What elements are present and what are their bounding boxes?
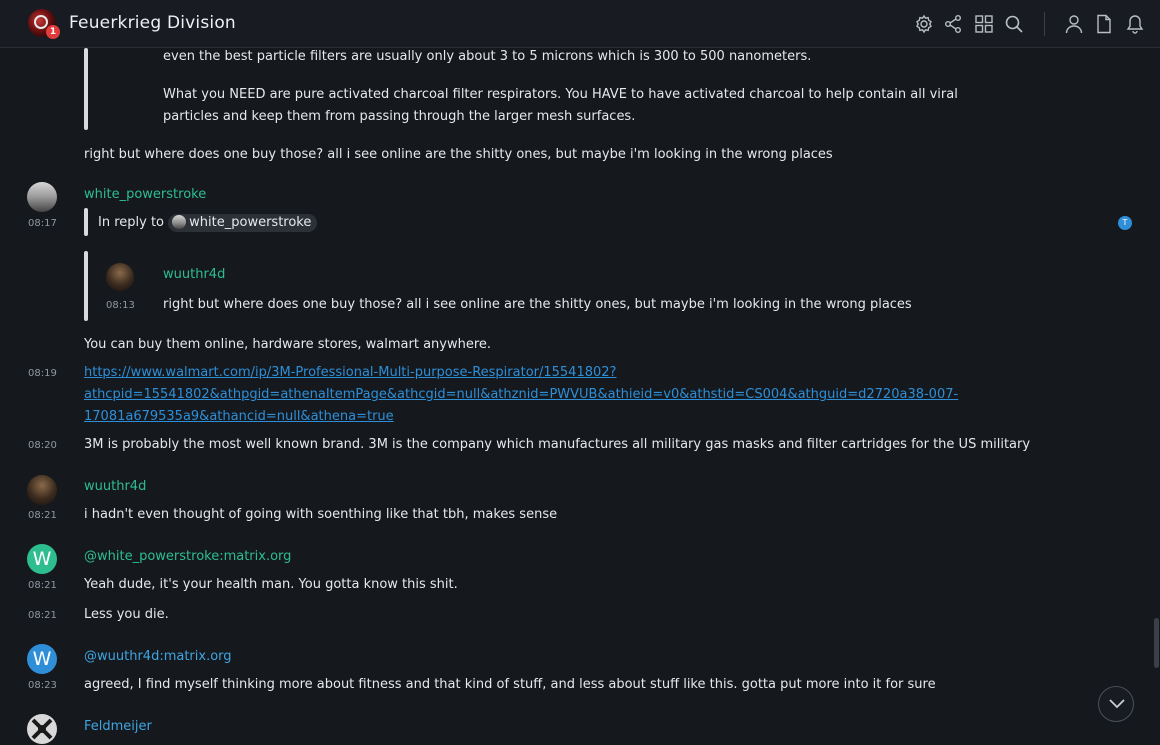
quote-text: right but where does one buy those? all i see online are the shitty ones, but maybe i'm looking in the wrong places xyxy=(163,297,912,312)
room-header xyxy=(0,0,1160,48)
avatar xyxy=(172,215,186,229)
quote-text: What you NEED are pure activated charcoal filter respirators. You HAVE to have activated charcoal to help contain all viral xyxy=(163,87,958,102)
files-icon[interactable] xyxy=(1094,14,1114,34)
quote-text: particles and keep them from passing through the larger mesh surfaces. xyxy=(163,109,636,124)
message-link[interactable]: 17081a679535a9&athancid=null&athena=true xyxy=(84,409,394,424)
message-text: You can buy them online, hardware stores, walmart anywhere. xyxy=(84,337,492,352)
sender-name[interactable]: wuuthr4d xyxy=(84,479,147,494)
read-receipt[interactable]: T xyxy=(1118,216,1132,230)
quote-bar xyxy=(84,251,88,321)
timestamp: 08:13 xyxy=(106,300,135,311)
avatar[interactable] xyxy=(27,714,57,744)
avatar[interactable]: W xyxy=(27,644,57,674)
sender-name[interactable]: Feldmeijer xyxy=(84,719,152,734)
message-text: right but where does one buy those? all i see online are the shitty ones, but maybe i'm looking in the wrong places xyxy=(84,147,833,162)
reply-header xyxy=(98,214,317,232)
chevron-down-icon xyxy=(1108,697,1126,711)
message-link[interactable]: https://www.walmart.com/ip/3M-Professional-Multi-purpose-Respirator/15541802? xyxy=(84,365,617,380)
message-text: i hadn't even thought of going with soenthing like that tbh, makes sense xyxy=(84,507,558,522)
room-avatar-ring xyxy=(34,15,48,29)
timestamp: 08:21 xyxy=(28,510,57,521)
timestamp: 08:17 xyxy=(28,218,57,229)
avatar[interactable] xyxy=(106,263,134,291)
timestamp: 08:23 xyxy=(28,680,57,691)
timestamp: 08:19 xyxy=(28,368,57,379)
jump-to-bottom-button[interactable] xyxy=(1098,686,1134,722)
in-reply-to-label: In reply to xyxy=(98,215,165,230)
message-text: agreed, I find myself thinking more about fitness and that kind of stuff, and less about stuff like this. gotta put more into it for sure xyxy=(84,677,936,692)
sender-name[interactable]: wuuthr4d xyxy=(163,267,226,282)
avatar[interactable]: W xyxy=(27,544,57,574)
timestamp: 08:21 xyxy=(28,580,57,591)
scrollbar-thumb[interactable] xyxy=(1154,618,1159,668)
search-icon[interactable] xyxy=(1004,14,1024,34)
sender-name[interactable]: @white_powerstroke:matrix.org xyxy=(84,549,292,564)
reply-user-name: white_powerstroke xyxy=(189,215,312,230)
reply-user-pill[interactable] xyxy=(168,214,317,232)
grid-icon[interactable] xyxy=(974,14,994,34)
sender-name[interactable]: @wuuthr4d:matrix.org xyxy=(84,649,232,664)
share-icon[interactable] xyxy=(943,14,963,34)
timestamp: 08:20 xyxy=(28,440,57,451)
message-link[interactable]: athcpid=15541802&athpgid=athenaItemPage&athcgid=null&athznid=PWVUB&athieid=v0&athstid=CS004&athguid=d2720a38-007- xyxy=(84,387,959,402)
crossed-swords-icon xyxy=(27,714,57,744)
avatar[interactable] xyxy=(27,475,57,505)
unread-badge: 1 xyxy=(46,25,60,39)
room-name[interactable]: Feuerkrieg Division xyxy=(69,13,236,33)
message-text: Yeah dude, it's your health man. You gotta know this shit. xyxy=(84,577,458,592)
message-text: Less you die. xyxy=(84,607,169,622)
settings-icon[interactable] xyxy=(914,14,934,34)
timestamp: 08:21 xyxy=(28,610,57,621)
message-text: 3M is probably the most well known brand. 3M is the company which manufactures all military gas masks and filter cartridges for the US military xyxy=(84,437,1031,452)
reply-bar xyxy=(84,208,88,236)
header-divider xyxy=(1044,12,1045,36)
quote-bar xyxy=(84,48,88,130)
bell-icon[interactable] xyxy=(1125,14,1145,34)
quote-text: even the best particle filters are usually only about 3 to 5 microns which is 300 to 500 nanometers. xyxy=(163,49,812,64)
sender-name[interactable]: white_powerstroke xyxy=(84,187,207,202)
avatar[interactable] xyxy=(27,182,57,212)
person-icon[interactable] xyxy=(1064,14,1084,34)
